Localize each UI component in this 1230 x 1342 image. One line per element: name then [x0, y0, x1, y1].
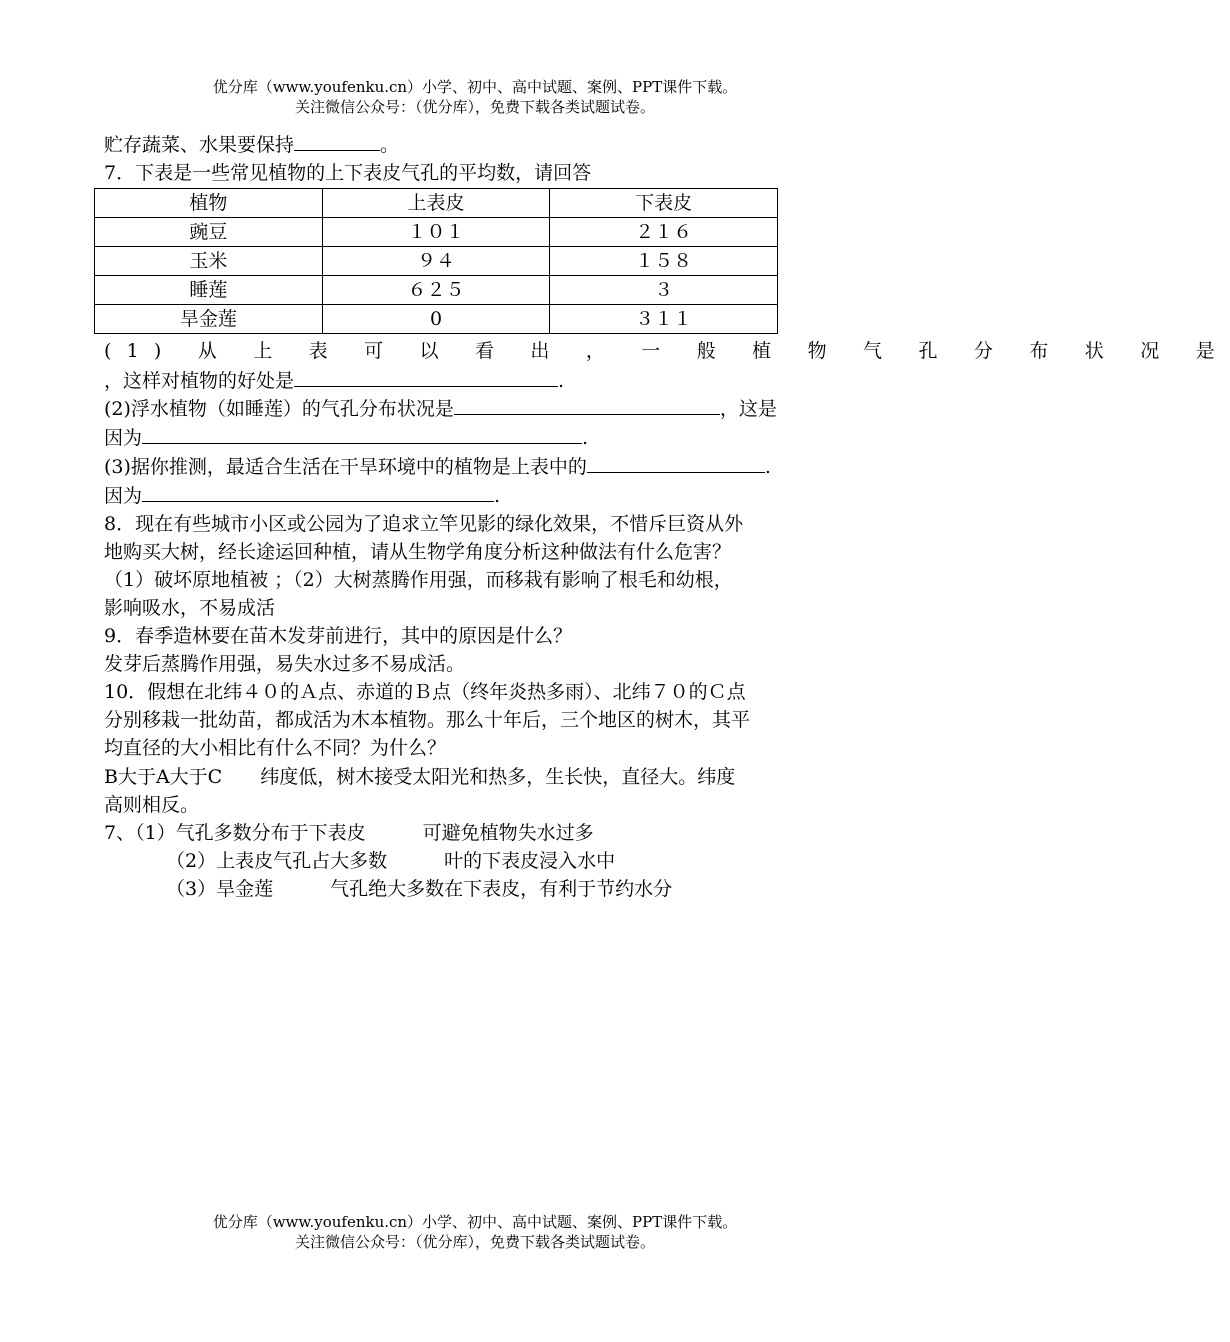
table-row [95, 247, 778, 276]
q8-stem-2: 地购买大树，经长途运回种植，请从生物学角度分析这种做法有什么危害？ [104, 541, 732, 563]
q7-period: . [582, 427, 589, 449]
table-header-cell: 上表皮 [322, 189, 550, 218]
table-cell: 0 [322, 305, 550, 334]
q6-tail-text: 贮存蔬菜、水果要保持 [104, 134, 295, 156]
table-cell: １５８ [550, 247, 778, 276]
table-cell: ６２５ [322, 276, 550, 305]
q7-sub1-text: (1) 从 上 表 可 以 看 出 ， 一 般 植 物 气 孔 分 布 状 况 是 [104, 340, 1230, 362]
table-cell: 睡莲 [95, 276, 323, 305]
table-cell: 玉米 [95, 247, 323, 276]
table-header-cell: 下表皮 [550, 189, 778, 218]
q7-answer-2: （2）上表皮气孔占大多数 叶的下表皮浸入水中 [166, 850, 616, 872]
q9-answer: 发芽后蒸腾作用强，易失水过多不易成活。 [104, 653, 466, 675]
q7-sub2-end: ，这是 [719, 398, 777, 420]
table-row [95, 305, 778, 334]
q7-period: . [558, 370, 565, 392]
footer-line-1: 优分库（www.youfenku.cn）小学、初中、高中试题、案例、PPT课件下载。 [212, 1213, 738, 1231]
q7-answer-1: 7、（1）气孔多数分布于下表皮 可避免植物失水过多 [104, 822, 594, 844]
q7-sub2-reason-blank [142, 423, 582, 444]
q7-sub1-line1 [104, 337, 1230, 365]
q6-tail [104, 130, 399, 159]
q7-sub1-line2 [104, 366, 564, 395]
q6-tail-end: 。 [380, 134, 400, 156]
q7-sub3-blank [587, 452, 765, 473]
q7-sub1-text-b: ，这样对植物的好处是 [104, 370, 295, 392]
footer-line-2: 关注微信公众号：（优分库），免费下载各类试题试卷。 [294, 1233, 655, 1251]
q10-stem-1: 10．假想在北纬４０的Ａ点、赤道的Ｂ点（终年炎热多雨）、北纬７０的Ｃ点 [104, 681, 746, 703]
table-row [95, 276, 778, 305]
q6-blank [294, 130, 380, 151]
q7-sub3-because: 因为 [104, 485, 143, 507]
q7-sub2-line2 [104, 423, 588, 452]
q7-sub3-line2 [104, 481, 500, 510]
page-header [0, 77, 950, 117]
q7-answer-3: （3）旱金莲 气孔绝大多数在下表皮，有利于节约水分 [166, 878, 673, 900]
q10-stem-2: 分别移栽一批幼苗，都成活为木本植物。那么十年后，三个地区的树木，其平 [104, 709, 751, 731]
table-row [95, 218, 778, 247]
table-cell: １０１ [322, 218, 550, 247]
table-cell: ２１６ [550, 218, 778, 247]
q7-sub3-text: (3)据你推测，最适合生活在干旱环境中的植物是上表中的 [104, 456, 587, 478]
table-cell: ９４ [322, 247, 550, 276]
q7-sub3-line1 [104, 452, 771, 481]
table-header-row [95, 189, 778, 218]
q8-answer-2: 影响吸水，不易成活 [104, 597, 276, 619]
page-footer [0, 1212, 950, 1252]
q7-sub2-text: (2)浮水植物（如睡莲）的气孔分布状况是 [104, 398, 454, 420]
q7-period: . [494, 485, 501, 507]
q7-stem: 7．下表是一些常见植物的上下表皮气孔的平均数，请回答 [104, 162, 592, 184]
stomata-table [94, 188, 778, 334]
table-cell: ３１１ [550, 305, 778, 334]
q8-stem-1: 8．现在有些城市小区或公园为了追求立竿见影的绿化效果，不惜斥巨资从外 [104, 513, 744, 535]
header-line-1: 优分库（www.youfenku.cn）小学、初中、高中试题、案例、PPT课件下载。 [212, 78, 738, 96]
q8-answer-1: （1）破坏原地植被 ；（2）大树蒸腾作用强，而移栽有影响了根毛和幼根， [104, 569, 733, 591]
table-header-cell: 植物 [95, 189, 323, 218]
q7-sub1-blank [294, 366, 558, 387]
q7-sub2-because: 因为 [104, 427, 143, 449]
q10-stem-3: 均直径的大小相比有什么不同？为什么？ [104, 737, 447, 759]
q10-answer-1: B大于A大于C 纬度低，树木接受太阳光和热多，生长快，直径大。纬度 [104, 766, 736, 788]
table-cell: 豌豆 [95, 218, 323, 247]
q7-sub2-blank [454, 394, 720, 415]
q7-sub3-reason-blank [142, 481, 494, 502]
q9-stem: 9．春季造林要在苗木发芽前进行，其中的原因是什么？ [104, 625, 573, 647]
q7-period: . [764, 456, 771, 478]
q10-answer-2: 高则相反。 [104, 794, 200, 816]
header-line-2: 关注微信公众号：（优分库），免费下载各类试题试卷。 [294, 98, 655, 116]
q7-sub2-line1 [104, 394, 777, 423]
table-cell: 旱金莲 [95, 305, 323, 334]
table-cell: ３ [550, 276, 778, 305]
